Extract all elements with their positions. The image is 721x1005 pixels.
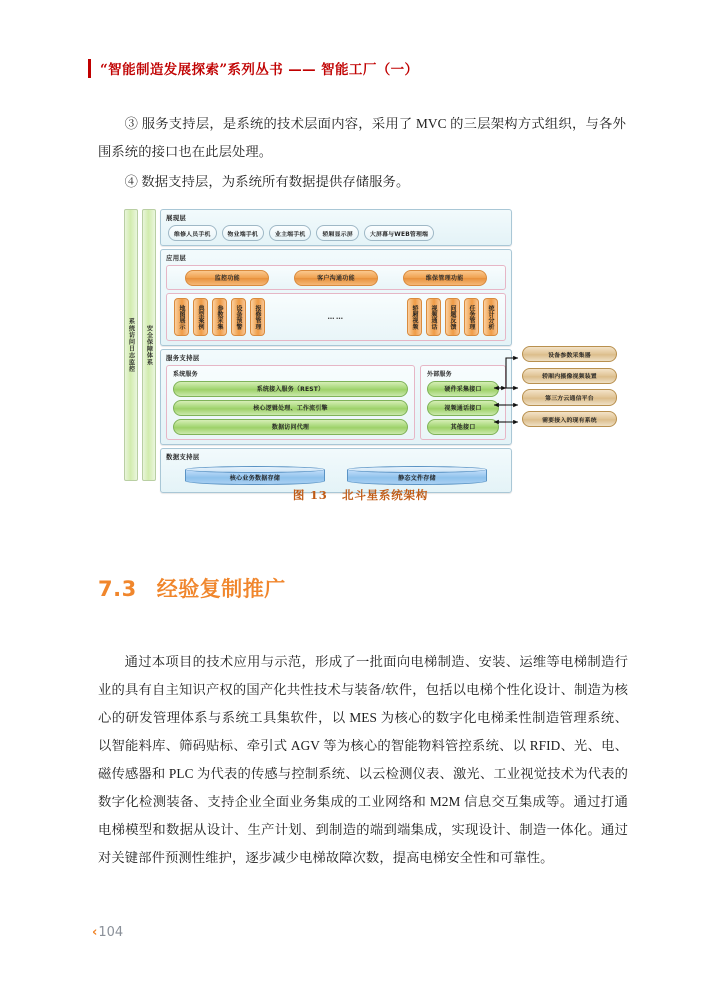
interface-hardware-collection: 硬件采集接口 — [427, 381, 499, 397]
footer-marker-icon: ‹ — [92, 925, 98, 940]
side-bar-access-log — [124, 209, 138, 481]
paragraph-experience-replication: 通过本项目的技术应用与示范，形成了一批面向电梯制造、安装、运维等电梯制造行业的具有自主知识产权的国产化共性技术与装备/软件，包括以电梯个性化设计、制造为核心的研发管理体系与系统工具集软件，以 MES 为核心的数字化电梯柔性制造管理系统、以智能料库、筛码贴标、牵引式 AGV 等为核心的智能物料管控系统、以 RFID、光、电、磁传感器和 PLC 为代表的传感与控制系统、以云检测仪表、激光、工业视觉技术为代表的数字化检测装备、支持企业全面业务集成的工业网络和 M2M 信息交互集成等。通过打通电梯模型和数据从设计、生产计划、到制造的端到端集成，实现设计、制造一体化。通过对关键部件预测性维护，逐步减少电梯故障次数，提高电梯安全性和可靠性。 — [98, 654, 628, 865]
layer-service-support-title: 服务支持层 — [166, 354, 200, 362]
layer-data-support-title: 数据支持层 — [166, 453, 200, 462]
module-map-display-label: 地图展示 — [178, 304, 185, 330]
module-typical-case-label: 典型案例 — [197, 304, 204, 330]
data-store-list — [166, 464, 506, 488]
service-core-logic-workflow: 核心逻辑处理、工作流引擎 — [173, 400, 408, 416]
section-number: 7.3 — [98, 577, 137, 601]
presentation-client-list — [166, 225, 506, 241]
external-system-car-camera: 轿厢内摄像视频装置 — [522, 368, 617, 384]
module-map-display — [174, 298, 189, 336]
layer-application-title: 应用层 — [166, 254, 187, 262]
layer-stack — [160, 209, 512, 481]
capability-monitoring: 监控功能 — [185, 270, 269, 286]
external-services-group — [420, 365, 506, 440]
module-task-management-label: 任务管理 — [468, 304, 475, 330]
client-repair-phone: 维修人员手机 — [168, 225, 217, 241]
client-car-display: 轿厢显示屏 — [316, 225, 358, 241]
figure-caption-text: 北斗星系统架构 — [342, 488, 429, 502]
module-equipment-alarm — [231, 298, 246, 336]
layer-presentation — [160, 209, 512, 246]
system-services-group — [166, 365, 415, 440]
figure-system-architecture — [124, 209, 602, 484]
system-services-title: 系统服务 — [173, 371, 198, 378]
service-data-access-proxy: 数据访问代理 — [173, 419, 408, 435]
module-parameter-collection — [212, 298, 227, 336]
figure-caption-label: 图 13 — [292, 488, 328, 502]
module-video-call-label: 视频通话 — [430, 304, 437, 330]
module-issue-feedback-label: 问题反馈 — [449, 304, 456, 330]
module-task-management — [464, 298, 479, 336]
layer-application — [160, 249, 512, 346]
paragraph-item-4: ④ 数据支持层，为系统所有数据提供存储服务。 — [124, 174, 410, 189]
application-module-group — [166, 293, 506, 341]
section-title: 经验复制推广 — [156, 577, 286, 601]
side-bar-security-system-label: 安全保障体系 — [145, 324, 153, 366]
layer-service-support — [160, 349, 512, 445]
side-bar-security-system — [142, 209, 156, 481]
module-typical-case — [193, 298, 208, 336]
module-repair-management — [250, 298, 265, 336]
external-system-cloud-comm-platform: 第三方云通信平台 — [522, 389, 617, 405]
module-ellipsis: …… — [327, 313, 345, 321]
interface-video-call: 视频通话接口 — [427, 400, 499, 416]
module-parameter-collection-label: 参数采集 — [216, 304, 223, 330]
module-repair-management-label: 报修管理 — [254, 304, 261, 330]
side-bar-access-log-label: 系统访问日志监控 — [127, 317, 135, 373]
external-system-parameter-collector: 设备参数采集器 — [522, 346, 617, 362]
figure-caption — [0, 487, 721, 503]
capability-customer-communication: 客户沟通功能 — [294, 270, 378, 286]
module-car-video — [407, 298, 422, 336]
page-number: 104 — [98, 925, 124, 940]
module-statistical-analysis — [483, 298, 498, 336]
page-header — [88, 58, 418, 78]
service-columns — [166, 365, 506, 440]
module-equipment-alarm-label: 设备预警 — [235, 304, 242, 330]
paragraph-item-3: ③ 服务支持层，是系统的技术层面内容，采用了 MVC 的三层架构方式组织，与各外围系统的接口也在此层处理。 — [98, 116, 626, 159]
service-rest-access: 系统接入服务（REST） — [173, 381, 408, 397]
data-store-static-files — [347, 466, 487, 485]
architecture-diagram — [124, 209, 512, 481]
data-store-static-files-label: 静态文件存储 — [398, 475, 436, 483]
section-heading — [98, 573, 286, 603]
external-system-existing-systems: 需要接入的现有系统 — [522, 411, 617, 427]
layer-presentation-title: 展现层 — [166, 214, 187, 222]
page-footer — [92, 925, 123, 940]
header-accent-rule — [88, 59, 91, 78]
module-statistical-analysis-label: 统计分析 — [487, 304, 494, 330]
client-owner-phone: 业主端手机 — [269, 225, 311, 241]
capability-maintenance-management: 维保管理功能 — [403, 270, 487, 286]
external-systems-column — [522, 346, 617, 433]
module-video-call — [426, 298, 441, 336]
module-issue-feedback — [445, 298, 460, 336]
external-services-title: 外部服务 — [427, 371, 452, 378]
data-store-core-business — [185, 466, 325, 485]
page-header-title: “智能制造发展探索”系列丛书 —— 智能工厂（一） — [100, 62, 419, 78]
application-capability-group — [166, 265, 506, 290]
client-property-phone: 物业端手机 — [222, 225, 264, 241]
interface-other: 其他接口 — [427, 419, 499, 435]
client-bigscreen-web: 大屏幕与WEB管理端 — [364, 225, 434, 241]
data-store-core-business-label: 核心业务数据存储 — [229, 475, 281, 483]
module-car-video-label: 轿厢视频 — [411, 304, 418, 330]
